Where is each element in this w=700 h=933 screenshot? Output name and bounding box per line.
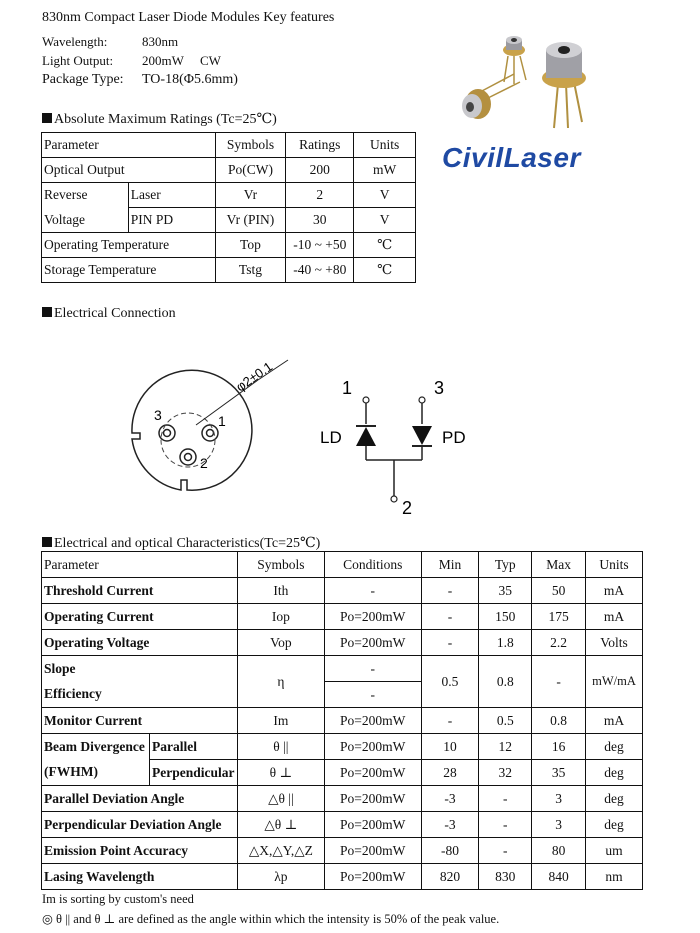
unit-cell: mW/mA [585,656,642,708]
max-cell: 175 [532,604,586,630]
rating-cell: -40 ~ +80 [286,258,354,283]
feature-key-light-output: Light Output: [42,53,114,68]
param-parallel: Parallel [149,734,237,760]
group-voltage: Voltage [42,208,129,233]
unit-cell: deg [585,760,642,786]
pin2-outer [180,449,196,465]
rating-cell: 30 [286,208,354,233]
eo-table [41,551,643,890]
table-header-row [42,552,643,578]
feature-key-wavelength: Wavelength: [42,34,108,49]
pin2-label: 2 [200,455,208,471]
param-monitor-current: Monitor Current [42,708,238,734]
ld-label: LD [320,428,342,447]
package-outline [132,370,252,490]
col-header-symbols: Symbols [237,552,324,578]
col-header-parameter: Parameter [42,133,216,158]
group-fwhm: (FWHM) [42,760,150,786]
feature-list [42,34,342,94]
max-cell: 80 [532,838,586,864]
unit-cell: mA [585,578,642,604]
abs-max-table [41,132,416,283]
symbol-cell: Iop [237,604,324,630]
unit-cell: nm [585,864,642,890]
table-row [42,208,416,233]
min-cell: -80 [421,838,479,864]
pin2-inner [185,454,192,461]
table-header-row [42,133,416,158]
min-cell: -3 [421,786,479,812]
typ-cell: 1.8 [479,630,532,656]
ld-diode-symbol [356,426,376,460]
param-efficiency: Efficiency [42,682,238,708]
col-header-parameter: Parameter [42,552,238,578]
large-diode-image [542,42,586,128]
table-row [42,656,643,682]
unit-cell: V [354,183,416,208]
feature-value-package: TO-18(Φ5.6mm) [142,72,238,87]
param-operating-temperature: Operating Temperature [42,233,216,258]
product-photo [450,22,610,132]
abs-max-heading: Absolute Maximum Ratings (Tc=25℃) [42,111,277,128]
unit-cell: Volts [585,630,642,656]
table-row [42,183,416,208]
small-diode-image [503,36,526,84]
table-row [42,630,643,656]
table-row [42,578,643,604]
table-row [42,864,643,890]
condition-cell: Po=200mW [324,708,421,734]
pin3-outer [159,425,175,441]
table-row [42,838,643,864]
condition-cell: Po=200mW [324,864,421,890]
pd-label: PD [442,428,466,447]
max-cell: 2.2 [532,630,586,656]
symbol-cell: θ ⊥ [237,760,324,786]
condition-cell: Po=200mW [324,604,421,630]
min-cell: 10 [421,734,479,760]
symbol-cell: Im [237,708,324,734]
param-perpendicular-deviation: Perpendicular Deviation Angle [42,812,238,838]
unit-cell: deg [585,786,642,812]
pin1-inner [207,430,214,437]
note-angle-definition: ◎ θ || and θ ⊥ are defined as the angle within which the intensity is 50% of the peak value. [42,912,500,926]
param-operating-voltage: Operating Voltage [42,630,238,656]
param-operating-current: Operating Current [42,604,238,630]
unit-cell: mA [585,708,642,734]
table-row [42,812,643,838]
typ-cell: - [479,838,532,864]
dimension-label: φ2±0.1 [233,358,276,395]
param-optical-output: Optical Output [42,158,216,183]
param-lasing-wavelength: Lasing Wavelength [42,864,238,890]
symbol-cell: θ || [237,734,324,760]
min-cell: 820 [421,864,479,890]
symbol-cell: Tstg [215,258,286,283]
medium-diode-image [462,74,520,119]
symbol-cell: η [237,656,324,708]
table-row [42,708,643,734]
param-emission-point: Emission Point Accuracy [42,838,238,864]
table-row [42,258,416,283]
max-cell: 3 [532,786,586,812]
symbol-cell: Vr [215,183,286,208]
min-cell: 0.5 [421,656,479,708]
condition-cell: Po=200mW [324,734,421,760]
unit-cell: deg [585,734,642,760]
typ-cell: 32 [479,760,532,786]
feature-value-wavelength: 830nm [142,34,179,49]
feature-extra-light-output: CW [200,53,221,68]
col-header-conditions: Conditions [324,552,421,578]
table-row [42,604,643,630]
param-perpendicular: Perpendicular [149,760,237,786]
eo-heading: Electrical and optical Characteristics(Tc=25℃) [42,535,320,552]
symbol-cell: Vr (PIN) [215,208,286,233]
pin1-outer [202,425,218,441]
max-cell: 16 [532,734,586,760]
table-row [42,233,416,258]
unit-cell: mW [354,158,416,183]
square-bullet-icon [42,113,52,123]
schematic-pin1-label: 1 [342,378,353,398]
symbol-cell: △X,△Y,△Z [237,838,324,864]
symbol-cell: △θ ⊥ [237,812,324,838]
note-im-sorting: Im is sorting by custom's need [42,892,194,906]
min-cell: - [421,708,479,734]
min-cell: -3 [421,812,479,838]
symbol-cell: λp [237,864,324,890]
typ-cell: - [479,786,532,812]
pin1-label: 1 [218,413,226,429]
col-header-typ: Typ [479,552,532,578]
square-bullet-icon [42,307,52,317]
condition-cell: Po=200mW [324,760,421,786]
col-header-symbols: Symbols [215,133,286,158]
param-slope: Slope [42,656,238,682]
condition-cell: Po=200mW [324,838,421,864]
max-cell: 35 [532,760,586,786]
group-beam-divergence: Beam Divergence [42,734,150,760]
condition-cell: Po=200mW [324,786,421,812]
schematic-pin2-label: 2 [402,498,413,518]
col-header-units: Units [585,552,642,578]
group-reverse: Reverse [42,183,129,208]
feature-value-light-output: 200mW [142,53,184,68]
param-storage-temperature: Storage Temperature [42,258,216,283]
square-bullet-icon [42,537,52,547]
rating-cell: 2 [286,183,354,208]
max-cell: 840 [532,864,586,890]
col-header-units: Units [354,133,416,158]
table-row [42,786,643,812]
typ-cell: 35 [479,578,532,604]
typ-cell: 150 [479,604,532,630]
unit-cell: V [354,208,416,233]
condition-cell: Po=200mW [324,630,421,656]
col-header-ratings: Ratings [286,133,354,158]
min-cell: - [421,630,479,656]
civillaser-logo: CivilLaser [442,142,581,173]
schematic-pin3-label: 3 [434,378,445,398]
max-cell: 3 [532,812,586,838]
typ-cell: 0.5 [479,708,532,734]
symbol-cell: Ith [237,578,324,604]
param-laser: Laser [128,183,215,208]
electrical-connection-heading: Electrical Connection [42,306,176,322]
typ-cell: 12 [479,734,532,760]
symbol-cell: Po(CW) [215,158,286,183]
param-threshold-current: Threshold Current [42,578,238,604]
param-pin-pd: PIN PD [128,208,215,233]
min-cell: - [421,604,479,630]
pin3-label: 3 [154,407,162,423]
typ-cell: 0.8 [479,656,532,708]
unit-cell: deg [585,812,642,838]
table-row [42,734,643,760]
pd-diode-symbol [412,426,432,460]
rating-cell: -10 ~ +50 [286,233,354,258]
min-cell: 28 [421,760,479,786]
pin3-inner [164,430,171,437]
symbol-cell: Top [215,233,286,258]
typ-cell: - [479,812,532,838]
condition-cell: Po=200mW [324,812,421,838]
condition-cell: - [324,578,421,604]
col-header-min: Min [421,552,479,578]
unit-cell: mA [585,604,642,630]
circuit-schematic [316,372,486,520]
terminal-1 [363,397,369,403]
min-cell: - [421,578,479,604]
typ-cell: 830 [479,864,532,890]
max-cell: 0.8 [532,708,586,734]
col-header-max: Max [532,552,586,578]
pin-layout-diagram [118,340,308,510]
feature-key-package: Package Type: [42,72,124,87]
symbol-cell: △θ || [237,786,324,812]
table-row [42,158,416,183]
symbol-cell: Vop [237,630,324,656]
terminal-3 [419,397,425,403]
max-cell: - [532,656,586,708]
table-row [42,760,643,786]
terminal-2 [391,496,397,502]
document-title: 830nm Compact Laser Diode Modules Key features [42,10,335,25]
condition-cell: - [324,682,421,708]
unit-cell: ℃ [354,233,416,258]
max-cell: 50 [532,578,586,604]
unit-cell: ℃ [354,258,416,283]
param-parallel-deviation: Parallel Deviation Angle [42,786,238,812]
unit-cell: um [585,838,642,864]
rating-cell: 200 [286,158,354,183]
condition-cell: - [324,656,421,682]
